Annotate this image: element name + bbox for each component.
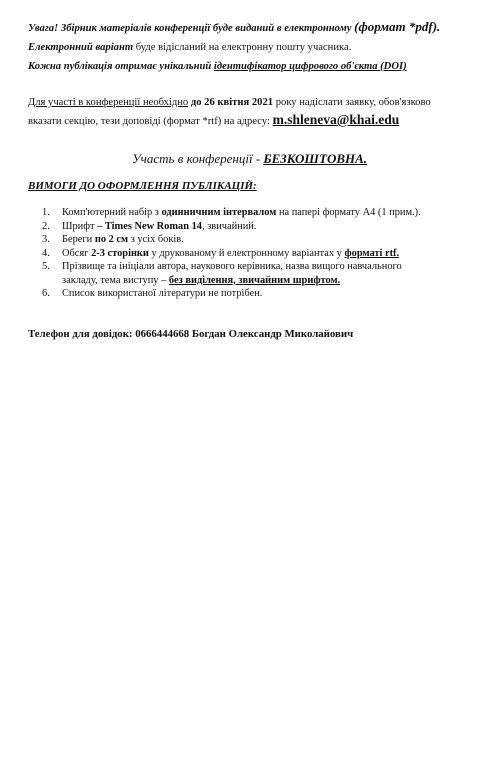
requirement-item-5 xyxy=(28,260,488,287)
requirement-text: , звичайний. xyxy=(202,220,257,232)
requirement-item-1 xyxy=(28,206,488,220)
requirement-text: з усіх боків. xyxy=(130,234,184,245)
participation-prefix: Для участі в конференції необхідно xyxy=(28,97,189,108)
participation-instructions xyxy=(28,94,488,130)
requirement-text: на папері формату А4 (1 прим.). xyxy=(278,207,421,218)
requirement-text: Береги xyxy=(62,234,93,245)
requirement-emphasis: по 2 см xyxy=(94,234,129,245)
contact-email-link[interactable]: m.shleneva@khai.edu xyxy=(272,112,400,127)
requirements-heading: ВИМОГИ ДО ОФОРМЛЕННЯ ПУБЛІКАЦІЙ: xyxy=(28,180,257,192)
requirement-emphasis: без виділення, звичайним шрифтом. xyxy=(168,274,341,286)
participation-line-2 xyxy=(28,111,488,130)
requirement-emphasis: форматі rtf. xyxy=(344,247,400,259)
requirement-text: Список використаної літератури не потрібен. xyxy=(62,288,263,299)
participation-rest: року надіслати заявку, обов'язково xyxy=(275,97,431,108)
pdf-format-text: (формат *pdf). xyxy=(354,19,441,34)
notice-line-3 xyxy=(28,57,488,76)
contact-phone-line: Телефон для довідок: 0666444668 Богдан Олександр Миколайович xyxy=(28,328,354,340)
doi-identifier-text: ідентифікатор цифрового об'єкта (DOI) xyxy=(213,61,407,72)
participation-address-text: вказати секцію, тези доповіді (формат *rtf) на адресу: xyxy=(28,116,270,127)
requirement-text: Комп'ютерний набір з xyxy=(62,207,159,218)
requirement-number: 5. xyxy=(42,261,50,272)
attention-label: Увага! xyxy=(28,23,59,34)
requirement-text: Обсяг xyxy=(62,247,89,259)
publication-notice xyxy=(28,17,488,76)
notice-line-1 xyxy=(28,17,488,38)
doi-notice-text: Кожна публікація отримає унікальний xyxy=(28,61,212,72)
requirement-text: Шрифт xyxy=(62,220,95,232)
requirement-item-4 xyxy=(28,247,488,261)
electronic-version-label: Електронний варіант xyxy=(28,42,134,53)
requirement-number: 1. xyxy=(42,207,50,218)
requirement-number: 4. xyxy=(42,247,50,259)
requirement-emphasis: – Times New Roman 14 xyxy=(97,220,202,232)
requirement-item-2 xyxy=(28,220,488,234)
requirement-text: Прізвище та ініціали автора, наукового керівника, назва вищого навчального xyxy=(62,261,402,272)
requirement-emphasis: одинничним xyxy=(161,207,221,218)
participation-line-1 xyxy=(28,94,488,111)
requirement-item-6 xyxy=(28,287,488,301)
requirement-number: 6. xyxy=(42,288,50,299)
requirement-text: закладу, тема виступу – xyxy=(62,274,167,286)
requirements-list xyxy=(28,206,488,301)
requirement-emphasis: 2-3 сторінки xyxy=(91,247,149,259)
requirement-text: у друкованому й електронному варіантах у xyxy=(151,247,342,259)
participation-fee-value: БЕЗКОШТОВНА. xyxy=(263,151,368,166)
participation-fee-line xyxy=(0,151,499,167)
requirement-number: 2. xyxy=(42,220,50,232)
requirement-emphasis: інтервалом xyxy=(223,207,277,218)
requirement-number: 3. xyxy=(42,234,50,245)
participation-fee-prefix: Участь в конференції - xyxy=(131,151,261,166)
collection-notice-text: Збірник матеріалів конференції буде виданий в електронному xyxy=(60,23,352,34)
notice-line-2 xyxy=(28,38,488,57)
electronic-version-text: буде відісланий на електронну пошту учасника. xyxy=(135,42,352,53)
requirement-item-3 xyxy=(28,233,488,247)
deadline-date: до 26 квітня 2021 xyxy=(190,97,274,108)
